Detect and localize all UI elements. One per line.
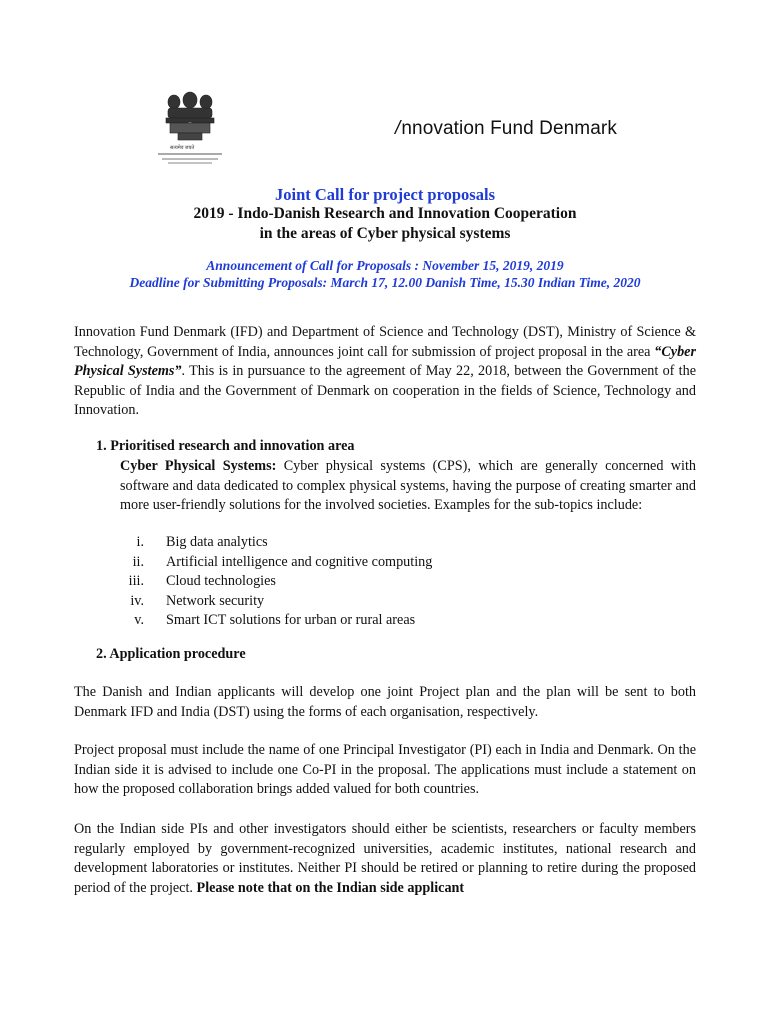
- list-item-text: Big data analytics: [166, 534, 268, 550]
- list-item: [120, 611, 432, 631]
- list-item-text: Artificial intelligence and cognitive computing: [166, 553, 433, 570]
- list-item-number: iii.: [128, 573, 144, 590]
- list-item-number: ii.: [132, 553, 144, 570]
- announcement-date: Announcement of Call for Proposals : November 15, 2019, 2019: [206, 258, 564, 273]
- list-item-number: v.: [134, 612, 144, 629]
- list-item-text: Network security: [166, 592, 265, 609]
- emblem-of-india-logo: [148, 88, 232, 166]
- submission-deadline: Deadline for Submitting Proposals: March 17, 12.00 Danish Time, 15.30 Indian Time, 2020: [129, 275, 641, 290]
- section-1-lead: Cyber Physical Systems:: [120, 458, 277, 474]
- list-item-number: iv.: [130, 592, 144, 609]
- list-item-number: i.: [136, 534, 144, 550]
- list-item-text: Cloud technologies: [166, 573, 276, 590]
- intro-text-after: . This is in pursuance to the agreement of May 22, 2018, between the Government of the Republic of India and the Government of Denmark on cooperation in the fields of Science, Technology and Innovation.: [74, 363, 697, 419]
- section-1-heading: 1. Prioritised research and innovation area: [96, 438, 355, 454]
- call-title: Joint Call for project proposals: [274, 185, 495, 204]
- list-item: [120, 592, 432, 612]
- list-item: [120, 572, 432, 592]
- subtopic-list: [120, 533, 432, 631]
- section-1-text: Cyber physical systems (CPS), which are generally concerned with software and data dedicated to complex physical systems, having the purpose of creating smarter and more user-friendly solutions for the involved societies. Examples for the sub-topics include:: [120, 458, 697, 514]
- application-paragraph-3-text: On the Indian side PIs and other investigators should either be scientists, researchers or faculty members regularly employed by government-recognized universities, academic institutes, national research and development laboratories or institutes. Neither PI should be retired or planning to retire during the proposed period of the project.: [74, 821, 696, 896]
- innovation-fund-denmark-logo: [395, 118, 617, 140]
- list-item: [120, 553, 432, 573]
- list-item: [120, 533, 432, 553]
- application-paragraph-1: The Danish and Indian applicants will develop one joint Project plan and the plan will be sent to both Denmark IFD and India (DST) using the forms of each organisation, respectively.: [74, 684, 696, 720]
- section-1-paragraph: [120, 457, 696, 516]
- call-subtitle-line1: 2019 - Indo-Danish Research and Innovation Cooperation: [193, 205, 577, 222]
- application-paragraph-3-bold: Please note that on the Indian side applicant: [196, 879, 465, 896]
- intro-text-before: Innovation Fund Denmark (IFD) and Department of Science and Technology (DST), Ministry of Science & Technology, Government of India, announces joint call for submission of project proposal in the area: [74, 324, 696, 360]
- list-item-text: Smart ICT solutions for urban or rural areas: [166, 612, 416, 629]
- section-2-heading: 2. Application procedure: [96, 646, 246, 662]
- emblem-icon: [148, 88, 232, 166]
- emblem-caption: सत्यमेव जयते: [170, 146, 195, 151]
- intro-paragraph: [74, 323, 696, 421]
- application-paragraph-3: [74, 820, 696, 898]
- call-subtitle-line2: in the areas of Cyber physical systems: [259, 225, 511, 242]
- logo-slash-icon: /: [395, 118, 401, 139]
- logo-text: nnovation Fund Denmark: [401, 118, 617, 139]
- intro-highlight: “Cyber Physical Systems”: [74, 343, 696, 380]
- application-paragraph-2: Project proposal must include the name of one Principal Investigator (PI) each in India and Denmark. On the Indian side it is advised to include one Co-PI in the proposal. The applications must include a statement on how the proposed collaboration brings added valued for both countries.: [74, 742, 696, 798]
